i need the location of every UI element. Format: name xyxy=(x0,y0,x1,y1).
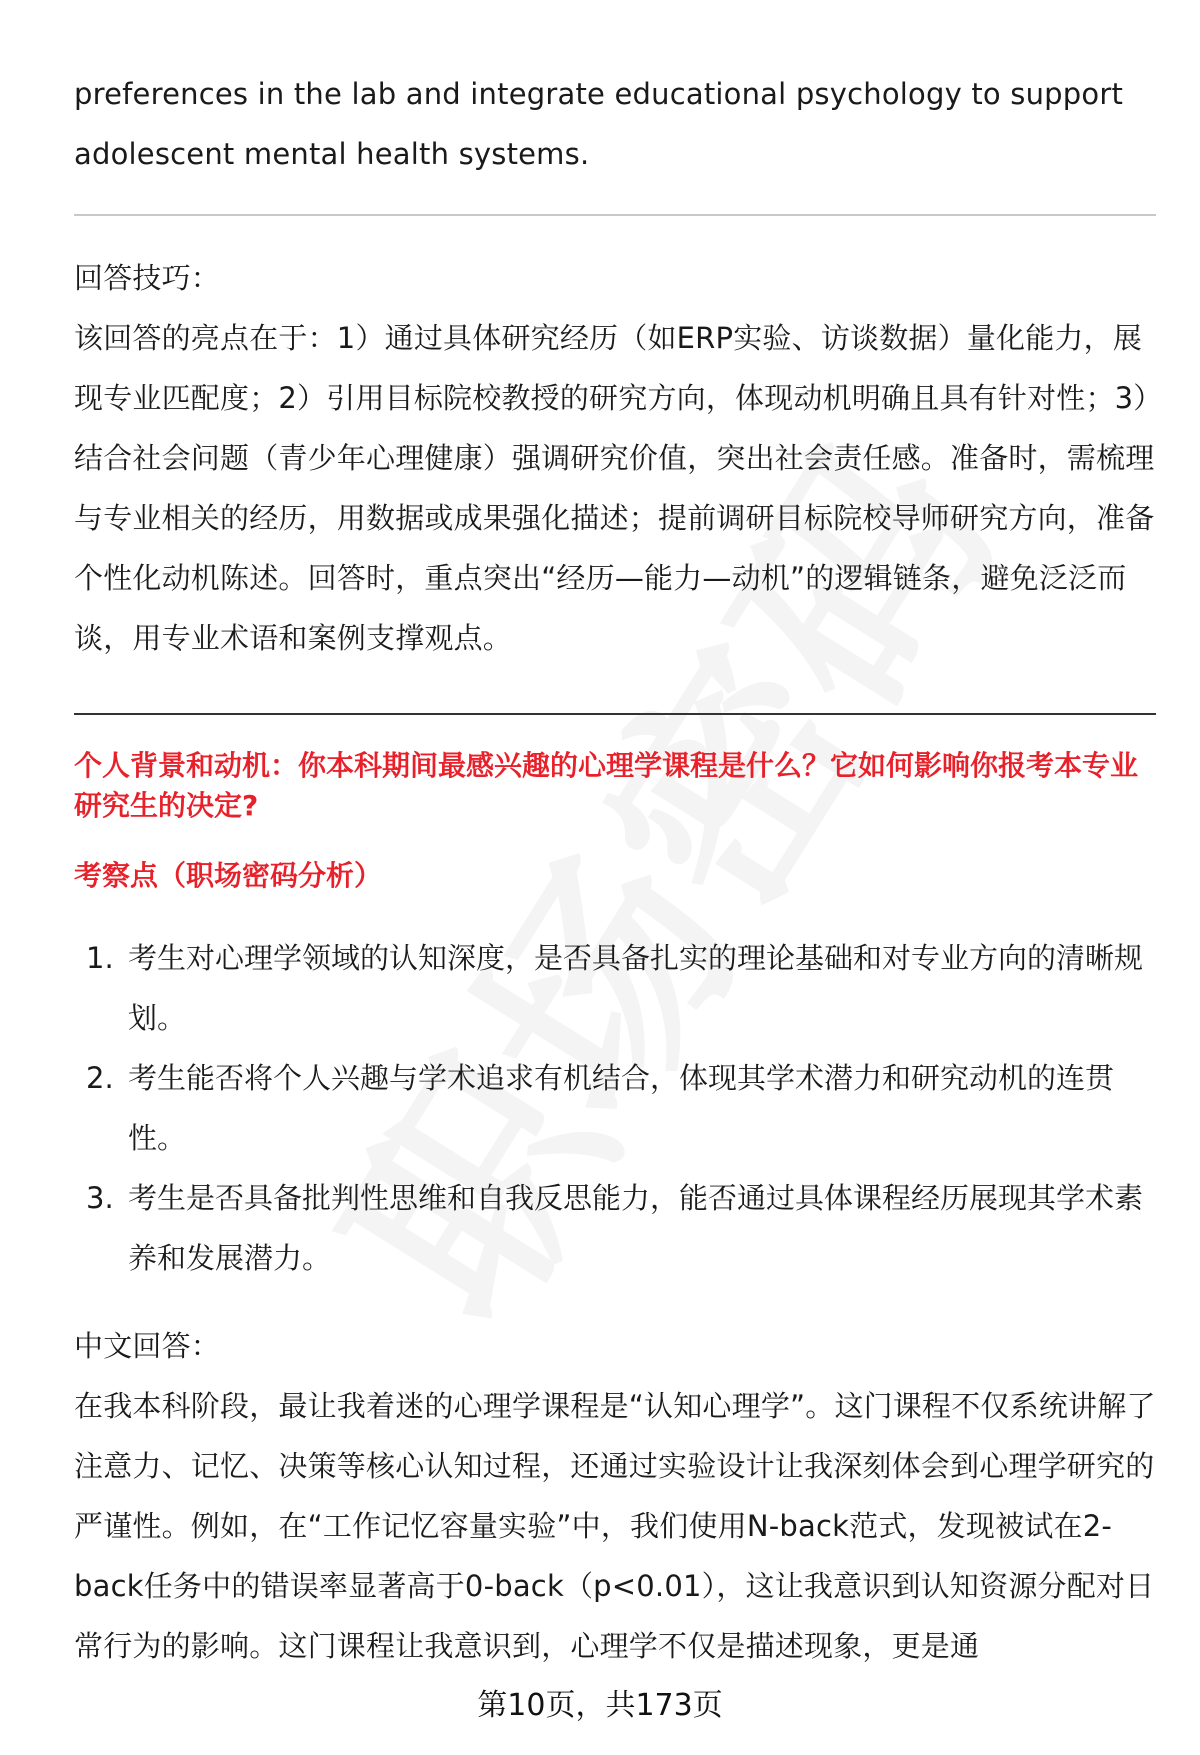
list-item-number: 3. xyxy=(86,1181,114,1215)
answer-label: 中文回答： xyxy=(74,1329,221,1363)
divider-dark xyxy=(74,713,1156,715)
intro-paragraph: preferences in the lab and integrate educational psychology to support adolescent mental health systems. xyxy=(74,77,1124,171)
divider-light xyxy=(74,214,1156,216)
exam-points-title: 考察点（职场密码分析） xyxy=(74,859,383,892)
tips-body: 该回答的亮点在于：1）通过具体研究经历（如ERP实验、访谈数据）量化能力，展现专业匹配度；2）引用目标院校教授的研究方向，体现动机明确且具有针对性；3）结合社会问题（青少年心理健康）强调研究价值，突出社会责任感。准备时，需梳理与专业相关的经历，用数据或成果强化描述；提前调研目标院校导师研究方向，准备个性化动机陈述。回答时，重点突出“经历—能力—动机”的逻辑链条，避免泛泛而谈，用专业术语和案例支撑观点。 xyxy=(74,321,1155,655)
list-item-text: 考生对心理学领域的认知深度，是否具备扎实的理论基础和对专业方向的清晰规划。 xyxy=(128,941,1144,1035)
answer-body: 在我本科阶段，最让我着迷的心理学课程是“认知心理学”。这门课程不仅系统讲解了注意力、记忆、决策等核心认知过程，还通过实验设计让我深刻体会到心理学研究的严谨性。例如，在“工作记忆容量实验”中，我们使用N-back范式，发现被试在2-back任务中的错误率显著高于0-back（p<0.01），这让我意识到认知资源分配对日常行为的影响。这门课程让我意识到，心理学不仅是描述现象，更是通 xyxy=(74,1389,1156,1663)
list-item-number: 2. xyxy=(86,1061,114,1095)
list-item-number: 1. xyxy=(86,941,114,975)
question-title: 个人背景和动机：你本科期间最感兴趣的心理学课程是什么？它如何影响你报考本专业研究生的决定? xyxy=(74,749,1139,822)
exam-points-list xyxy=(74,928,1156,1288)
list-item xyxy=(74,1168,1156,1288)
list-item xyxy=(74,928,1156,1048)
page-number-footer: 第10页，共173页 xyxy=(477,1688,723,1723)
list-item-text: 考生能否将个人兴趣与学术追求有机结合，体现其学术潜力和研究动机的连贯性。 xyxy=(128,1061,1115,1155)
list-item xyxy=(74,1048,1156,1168)
list-item-text: 考生是否具备批判性思维和自我反思能力，能否通过具体课程经历展现其学术素养和发展潜力。 xyxy=(128,1181,1144,1275)
tips-label: 回答技巧： xyxy=(74,261,221,295)
